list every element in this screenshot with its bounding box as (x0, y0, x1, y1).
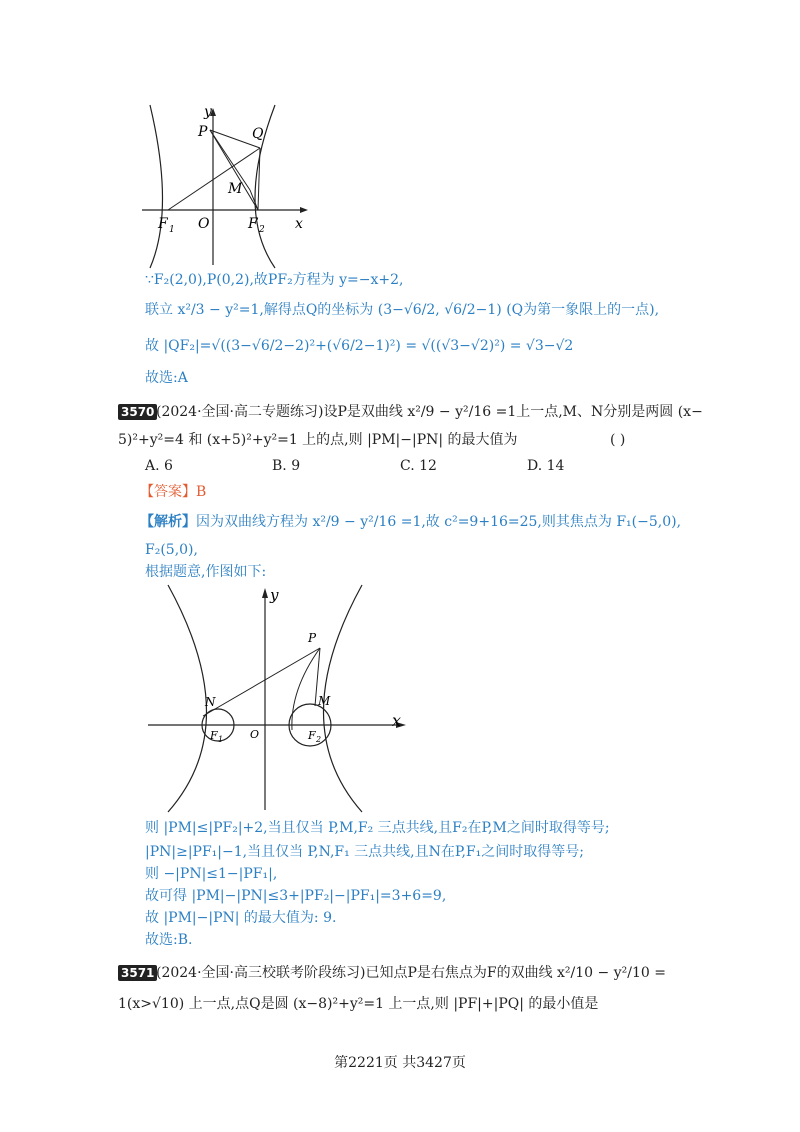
label-f2-sub: 2 (316, 735, 322, 744)
question-line-1: (2024·全国·高二专题练习)设P是双曲线 x²/9 − y²/16 =1上一点,M、N分别是两圆 (x− (156, 404, 703, 420)
figure-hyperbola-1 (140, 100, 320, 270)
label-f1: F (158, 216, 168, 232)
solution-line-2: 联立 x²/3 − y²=1,解得点Q的坐标为 (3−√6/2, √6/2−1) (Q为第一象限上的一点), (145, 302, 660, 318)
left-branch (168, 585, 207, 812)
label-y: y (270, 586, 279, 604)
question-line-2: 5)²+y²=4 和 (x+5)²+y²=1 上的点,则 |PM|−|PN| 的最大值为 (118, 432, 518, 448)
problem-number-badge-3571: 3571 (118, 965, 157, 981)
reasoning-line-4: 故可得 |PM|−|PN|≤3+|PF₂|−|PF₁|=3+6=9, (145, 888, 447, 904)
label-m: M (228, 181, 243, 197)
question-3571-line-2: 1(x>√10) 上一点,点Q是圆 (x−8)²+y²=1 上一点,则 |PF|+|PQ| 的最小值是 (118, 996, 599, 1012)
problem-number-badge: 3570 (118, 404, 157, 420)
label-n: N (205, 695, 216, 709)
label-x: x (392, 711, 402, 730)
solution-line-3: 故 |QF₂|=√((3−√6/2−2)²+(√6/2−1)²) = √((√3−√2)²) = √3−√2 (145, 338, 574, 354)
reasoning-line-1: 则 |PM|≤|PF₂|+2,当且仅当 P,M,F₂ 三点共线,且F₂在P,M之间时取得等号; (145, 820, 610, 836)
solution-line-1: ∵F₂(2,0),P(0,2),故PF₂方程为 y=−x+2, (145, 272, 404, 288)
option-c: C. 12 (400, 458, 437, 474)
label-x: x (295, 216, 303, 232)
answer-paren: ( ) (610, 432, 626, 448)
solution-line-4: 故选:A (145, 370, 188, 386)
label-o: O (198, 216, 210, 232)
question-3571-line-1: (2024·全国·高三校联考阶段练习)已知点P是右焦点为F的双曲线 x²/10 − y²/10 = (156, 965, 666, 981)
label-q: Q (252, 126, 264, 142)
x-axis-arrow (300, 207, 308, 213)
option-b: B. 9 (272, 458, 301, 474)
analysis-line-1 (140, 512, 681, 532)
left-branch (150, 105, 163, 268)
label-f1: F (210, 729, 218, 742)
label-f1-sub: 1 (169, 225, 175, 235)
label-p: P (308, 631, 317, 645)
y-axis-arrow (262, 588, 268, 598)
answer-line (140, 482, 206, 502)
label-p: P (198, 124, 208, 140)
label-f2: F (248, 216, 258, 232)
page-footer: 第2221页 共3427页 (334, 1055, 466, 1071)
label-f1-sub: 1 (218, 735, 224, 744)
segment-pf2 (210, 130, 258, 210)
label-f2: F (308, 729, 316, 742)
segment-mf2 (250, 190, 258, 210)
analysis-line-3: 根据题意,作图如下: (145, 564, 267, 580)
segment-pf2 (292, 648, 320, 730)
reasoning-line-2: |PN|≥|PF₁|−1,当且仅当 P,N,F₁ 三点共线,且N在P,F₁之间时取得等号; (145, 844, 584, 860)
reasoning-line-3: 则 −|PN|≤1−|PF₁|, (145, 866, 278, 882)
analysis-line-2: F₂(5,0), (145, 542, 198, 558)
figure-hyperbola-2 (140, 580, 420, 815)
label-m: M (318, 694, 331, 708)
option-d: D. 14 (527, 458, 565, 474)
analysis-text-1: 因为双曲线方程为 x²/9 − y²/16 =1,故 c²=9+16=25,则其焦点为 F₁(−5,0), (196, 514, 682, 530)
analysis-label: 【解析】 (140, 514, 196, 530)
answer-value: B (196, 484, 207, 500)
label-o: O (250, 728, 260, 741)
reasoning-line-6: 故选:B. (145, 932, 193, 948)
option-a: A. 6 (145, 458, 173, 474)
answer-label: 【答案】 (140, 484, 196, 500)
label-y: y (204, 104, 212, 120)
reasoning-line-5: 故 |PM|−|PN| 的最大值为: 9. (145, 910, 337, 926)
label-f2-sub: 2 (259, 225, 265, 235)
segment-f1q (168, 148, 260, 210)
